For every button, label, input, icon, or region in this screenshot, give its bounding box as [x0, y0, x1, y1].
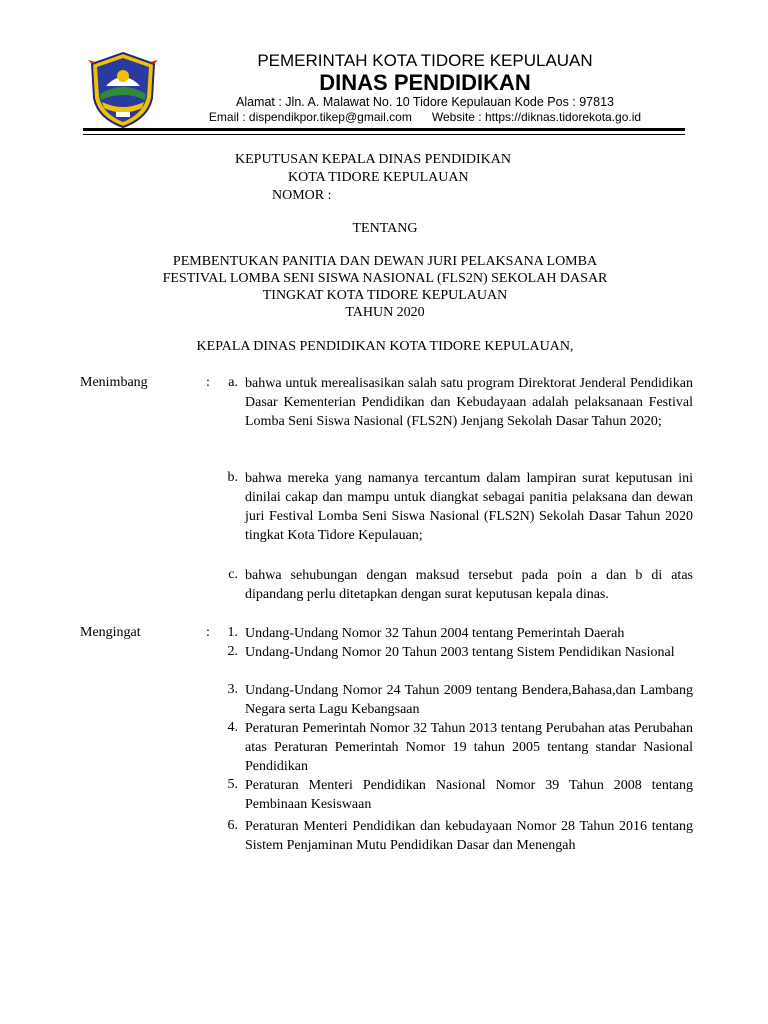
- subject-line: PEMBENTUKAN PANITIA DAN DEWAN JURI PELAKSANA LOMBA: [172, 254, 598, 269]
- mengingat-item: Undang-Undang Nomor 32 Tahun 2004 tentang Pemerintah Daerah: [245, 626, 625, 641]
- mengingat-item: Undang-Undang Nomor 24 Tahun 2009 tentang Bendera,Bahasa,dan Lambang Negara serta Lagu Kebangsaan: [245, 683, 693, 717]
- list-marker: 4.: [227, 720, 238, 735]
- decree-number: NOMOR :: [272, 188, 332, 203]
- letterhead-address: Alamat : Jln. A. Malawat No. 10 Tidore Kepulauan Kode Pos : 97813: [235, 95, 614, 109]
- list-marker: 2.: [227, 644, 238, 659]
- menimbang-item: bahwa mereka yang namanya tercantum dalam lampiran surat keputusan ini dinilai cakap dan mampu untuk diangkat sebagai panitia pelaksana dan dewan juri Festival Lomba Seni Siswa Nasional (FLS2N) Sekolah Dasar Tahun 2020 tingkat Kota Tidore Kepulauan;: [245, 471, 693, 543]
- letterhead-email: Email : dispendikpor.tikep@gmail.com: [208, 110, 412, 124]
- decree-title: KEPUTUSAN KEPALA DINAS PENDIDIKAN: [235, 152, 511, 167]
- subject-line: TAHUN 2020: [345, 305, 425, 320]
- subject-line: TINGKAT KOTA TIDORE KEPULAUAN: [262, 288, 508, 303]
- letterhead-divider: [83, 128, 685, 131]
- letterhead-government: PEMERINTAH KOTA TIDORE KEPULAUAN: [257, 51, 593, 70]
- list-marker: 1.: [227, 625, 238, 640]
- mengingat-item: Undang-Undang Nomor 20 Tahun 2003 tentang Sistem Pendidikan Nasional: [245, 645, 675, 660]
- subject-line: FESTIVAL LOMBA SENI SISWA NASIONAL (FLS2N) SEKOLAH DASAR: [162, 271, 608, 286]
- list-marker: b.: [227, 470, 238, 485]
- mengingat-item: Peraturan Menteri Pendidikan Nasional Nomor 39 Tahun 2008 tentang Pembinaan Kesiswaan: [245, 778, 693, 812]
- menimbang-item: bahwa untuk merealisasikan salah satu program Direktorat Jenderal Pendidikan Dasar Kementerian Pendidikan dan Kebudayaan adalah pelaksanaan Festival Lomba Seni Siswa Nasional (FLS2N) Jenjang Sekolah Dasar Tahun 2020;: [245, 376, 693, 429]
- list-marker: 6.: [227, 818, 238, 833]
- menimbang-item: bahwa sehubungan dengan maksud tersebut pada poin a dan b di atas dipandang perlu ditetapkan dengan surat keputusan kepala dinas.: [245, 568, 693, 602]
- letterhead-agency: DINAS PENDIDIKAN: [319, 70, 531, 95]
- letterhead-website: Website : https://diknas.tidorekota.go.id: [431, 110, 642, 124]
- mengingat-label: Mengingat: [80, 625, 141, 640]
- decree-city: KOTA TIDORE KEPULAUAN: [288, 170, 469, 185]
- menimbang-label: Menimbang: [80, 375, 148, 390]
- tentang-heading: TENTANG: [352, 221, 418, 236]
- mengingat-item: Peraturan Menteri Pendidikan dan kebudayaan Nomor 28 Tahun 2016 tentang Sistem Penjaminan Mutu Pendidikan Dasar dan Menengah: [245, 819, 693, 853]
- mengingat-colon: :: [206, 625, 210, 640]
- mengingat-item: Peraturan Pemerintah Nomor 32 Tahun 2013 tentang Perubahan atas Perubahan atas Peraturan Pemerintah Nomor 19 tahun 2005 tentang standar Nasional Pendidikan: [245, 721, 693, 774]
- list-marker: a.: [228, 375, 238, 390]
- letterhead-contact: [160, 110, 690, 124]
- menimbang-colon: :: [206, 375, 210, 390]
- letterhead-divider-thin: [83, 134, 685, 135]
- list-marker: 3.: [227, 682, 238, 697]
- official-title: KEPALA DINAS PENDIDIKAN KOTA TIDORE KEPULAUAN,: [196, 339, 574, 354]
- list-marker: c.: [228, 567, 238, 582]
- city-emblem-logo: [86, 50, 160, 130]
- list-marker: 5.: [227, 777, 238, 792]
